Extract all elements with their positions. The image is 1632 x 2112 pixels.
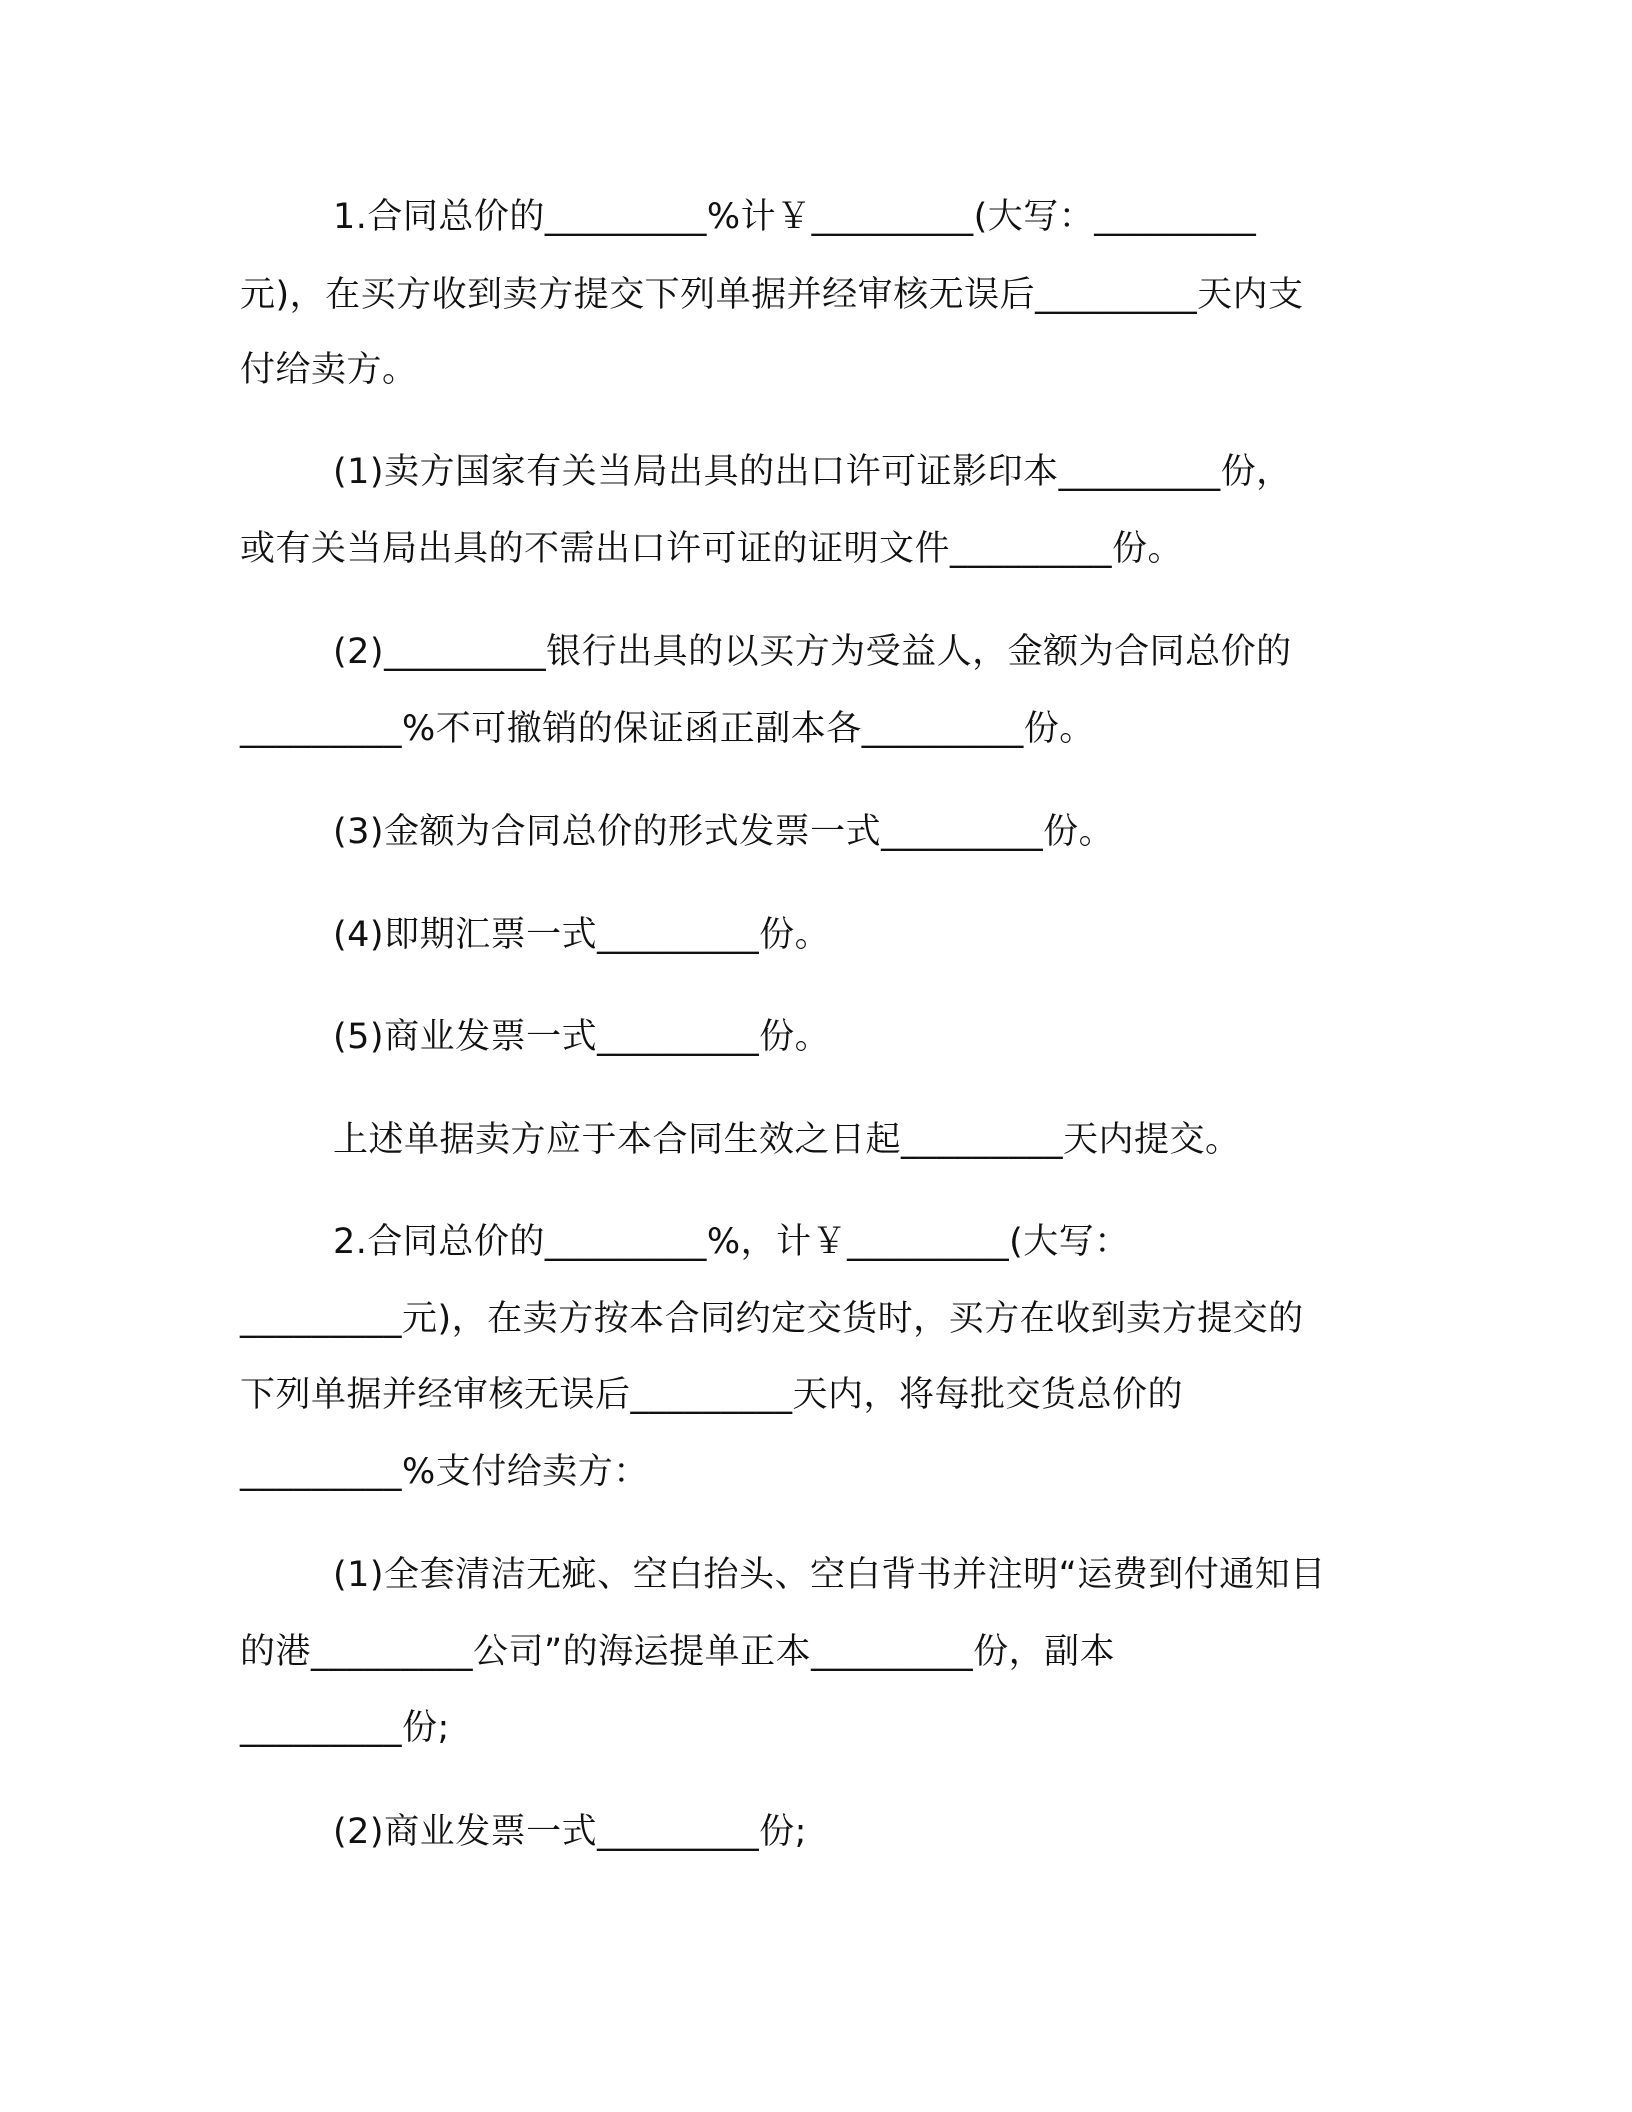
item-1-4: (4)即期汇票一式_________份。 [333, 915, 831, 955]
item-1-3: (3)金额为合同总价的形式发票一式_________份。 [333, 812, 1115, 852]
item-1-5: (5)商业发票一式_________份。 [333, 1017, 831, 1057]
clause-1-line-1: 1.合同总价的_________%计￥_________(大写：_________ [333, 197, 1257, 237]
clause-1-line-2: 元)，在买方收到卖方提交下列单据并经审核无误后_________天内支 [240, 275, 1304, 315]
clause-2-line-2: _________元)，在卖方按本合同约定交货时，买方在收到卖方提交的 [240, 1299, 1304, 1339]
clause-2-line-3: 下列单据并经审核无误后_________天内，将每批交货总价的 [240, 1375, 1184, 1415]
item-2-1-line-1: (1)全套清洁无疵、空白抬头、空白背书并注明“运费到付通知目 [333, 1555, 1326, 1595]
clause-2-line-1: 2.合同总价的_________%，计￥_________(大写： [333, 1222, 1130, 1262]
item-1-1-line-1: (1)卖方国家有关当局出具的出口许可证影印本_________份， [333, 452, 1292, 492]
item-2-2: (2)商业发票一式_________份; [333, 1812, 807, 1852]
item-1-2-line-2: _________%不可撤销的保证函正副本各_________份。 [240, 709, 1095, 749]
item-2-1-line-3: _________份; [240, 1708, 450, 1748]
item-2-1-line-2: 的港_________公司”的海运提单正本_________份，副本 [240, 1632, 1116, 1672]
clause-2-line-4: _________%支付给卖方： [240, 1452, 649, 1492]
item-1-1-line-2: 或有关当局出具的不需出口许可证的证明文件_________份。 [240, 529, 1184, 569]
item-1-2-line-1: (2)_________银行出具的以买方为受益人，金额为合同总价的 [333, 632, 1292, 672]
clause-1-line-3: 付给卖方。 [240, 350, 418, 390]
submission-deadline: 上述单据卖方应于本合同生效之日起_________天内提交。 [333, 1120, 1241, 1160]
